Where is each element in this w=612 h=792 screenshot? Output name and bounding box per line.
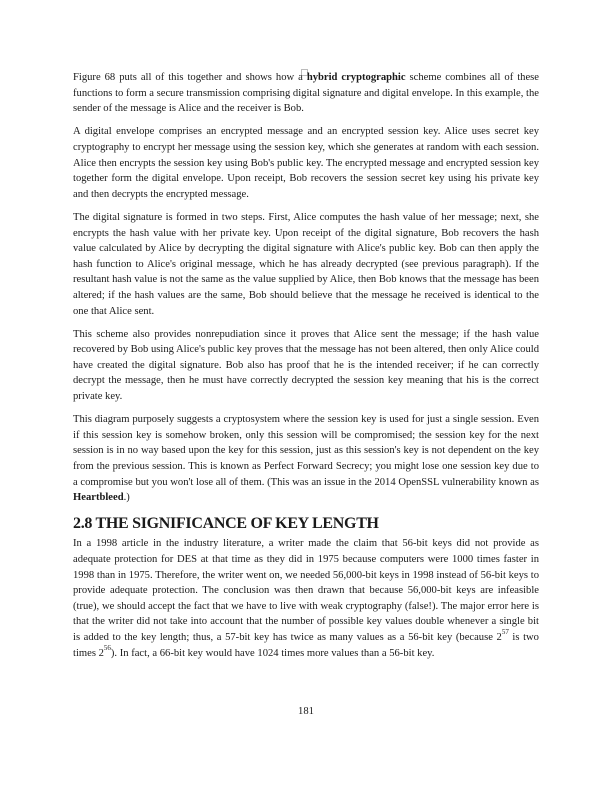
exponent-56: 56 [103,644,111,653]
paragraph-nonrepudiation: This scheme also provides nonrepudiation since it proves that Alice sent the message; if the hash value recovered by Bob using Alice's public key proves that the message has not been altered, then only Alice could have created the digital signature. Bob also has proof that he is the intended receiver; if he can correctly decrypt the message, then he must have correctly decrypted the session key meaning that his is the correct private key. [73,328,539,403]
paragraph-hybrid-scheme: Figure 68 puts all of this together and shows how a hybrid cryptographic scheme combines all of these functions to form a secure transmission comprising digital signature and digital envelope. In this example, the sender of the message is Alice and the receiver is Bob. [73,72,539,115]
exponent-57: 57 [501,628,509,637]
page-number: 181 [298,706,314,717]
paragraph-key-length: In a 1998 article in the industry literature, a writer made the claim that 56-bit keys did not provide as adequate protection for DES at that time as they did in 1975 because computers were 1000 times faster in 1998 than in 1975. Therefore, the writer went on, we needed 56,000-bit keys in 1998 instead of 56-bit keys to provide adequate protection. The conclusion was then drawn that because 56,000-bit keys are infeasible (true), we should accept the fact that we have to live with weak cryptography (false!). The major error here is that the writer did not take into account that the number of possible key values double whenever a single bit is added to the key length; thus, a 57-bit key has twice as many values as a 56-bit key (because $2^{57}$ is two times $2^{56}$). In fact, a 66-bit key would have 1024 times more values than a 56-bit key. [73,538,539,659]
page-body [73,70,539,669]
section-heading: 2.8 THE SIGNIFICANCE OF KEY LENGTH [73,515,379,533]
bold-term-heartbleed: Heartbleed [73,492,124,504]
bold-term-hybrid-cryptographic: hybrid cryptographic [306,72,406,83]
paragraph-digital-signature: The digital signature is formed in two steps. First, Alice computes the hash value of her message; next, she encrypts the hash value with her private key. Upon receipt of the digital signature, Bob recovers the hash value calculated by Alice by decrypting the digital signature with Alice's public key. Bob can then apply the hash function to Alice's original message, which he has already decrypted (see previous paragraph). If the resultant hash value is not the same as the value supplied by Alice, then Bob knows that the message has been altered; if the hash values are the same, Bob should believe that the message he received is identical to the one that Alice sent. [73,211,539,317]
paragraph-forward-secrecy: This diagram purposely suggests a cryptosystem where the session key is used for just a single session. Even if this session key is somehow broken, only this session will be compromised; the session key for the next session is in no way based upon the key for this session, just as this session's key is not dependent on the key from the previous session. This is known as Perfect Forward Secrecy; you might lose one session key due to a compromise but you won't lose all of them. (This was an issue in the 2014 OpenSSL vulnerability known as Heartbleed.) [73,414,539,504]
paragraph-digital-envelope: A digital envelope comprises an encrypted message and an encrypted session key. Alice uses secret key cryptography to encrypt her message using the session key, which she generates at random with each session. Alice then encrypts the session key using Bob's public key. The encrypted message and encrypted session key together form the digital envelope. Upon receipt, Bob recovers the session secret key using his private key and then decrypts the encrypted message. [73,126,539,200]
